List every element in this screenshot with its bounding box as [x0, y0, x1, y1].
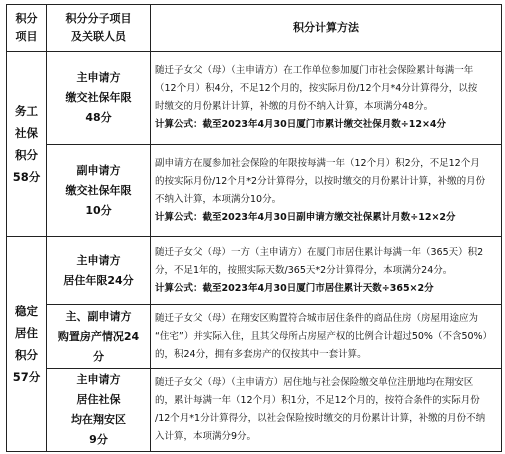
header-category: 积分 项目: [7, 5, 47, 52]
method-description: 随迁子女父（母）在翔安区购置符合城市居住条件的商品住房（房屋用途应为 “住宅”）并实际入住，且其父母所占房屋产权的比例合计超过50%（不含50%） 的，积24分，拥有多套房产的仅按其中一套计算。: [151, 305, 502, 369]
item-secondary-applicant-social-insurance: 副申请方 缴交社保年限 10分: [47, 145, 151, 237]
header-item: 积分分子项目 及关联人员: [47, 5, 151, 52]
category-stable-residence: 稳定 居住 积分 57分: [7, 237, 47, 452]
formula: 计算公式：截至2023年4月30日厦门市累计缴交社保月数÷12×4分: [155, 119, 447, 130]
category-social-insurance: 务工 社保 积分 58分: [7, 52, 47, 237]
method-description: 随迁子女父（母）（主申请方）居住地与社会保险缴交单位注册地均在翔安区 的，累计每满一年（12个月）积1分，不足12个月的，按符合条件的实际月份 /12个月*1分计算得分，以社会保险按时缴交的月份累计计算，补缴的月份不纳 入计算，本项满分9分。: [151, 369, 502, 452]
item-residence-years: 主申请方 居住年限24分: [47, 237, 151, 305]
method-description: 副申请方在厦参加社会保险的年限按每满一年（12个月）积2分，不足12个月 的按实际月份/12个月*2分计算得分，以按时缴交的月份累计计算，补缴的月份 不纳入计算，本项满分10分。 计算公式：截至2023年4月30日副申请方缴交社保累计月数÷12×2分: [151, 145, 502, 237]
item-property-purchase: 主、副申请方 购置房产情况24 分: [47, 305, 151, 369]
points-table: [6, 4, 502, 452]
table-row: [7, 52, 502, 145]
item-main-applicant-social-insurance: 主申请方 缴交社保年限 48分: [47, 52, 151, 145]
method-description: 随迁子女父（母）（主申请方）在工作单位参加厦门市社会保险累计每满一年 （12个月）积4分，不足12个月的，按实际月份/12个月*4分计算得分，以按 时缴交的月份累计计算，补缴的月份不纳入计算，本项满分48分。 计算公式：截至2023年4月30日厦门市累计缴交社保月数÷12×4分: [151, 52, 502, 145]
formula: 计算公式：截至2023年4月30日厦门市居住累计天数÷365×2分: [155, 282, 434, 294]
method-description: 随迁子女父（母）一方（主申请方）在厦门市居住累计每满一年（365天）积2 分，不足1年的，按照实际天数/365天*2分计算得分，本项满分24分。 计算公式：截至2023年4月30日厦门市居住累计天数÷365×2分: [151, 237, 502, 305]
header-row: [7, 5, 502, 52]
table-row: [7, 237, 502, 305]
table-row: [7, 305, 502, 369]
table-row: [7, 145, 502, 237]
item-residence-insurance-xiangan: 主申请方 居住社保 均在翔安区 9分: [47, 369, 151, 452]
header-method: 积分计算方法: [151, 5, 502, 52]
table-row: [7, 369, 502, 452]
formula: 计算公式：截至2023年4月30日副申请方缴交社保累计月数÷12×2分: [155, 211, 456, 223]
